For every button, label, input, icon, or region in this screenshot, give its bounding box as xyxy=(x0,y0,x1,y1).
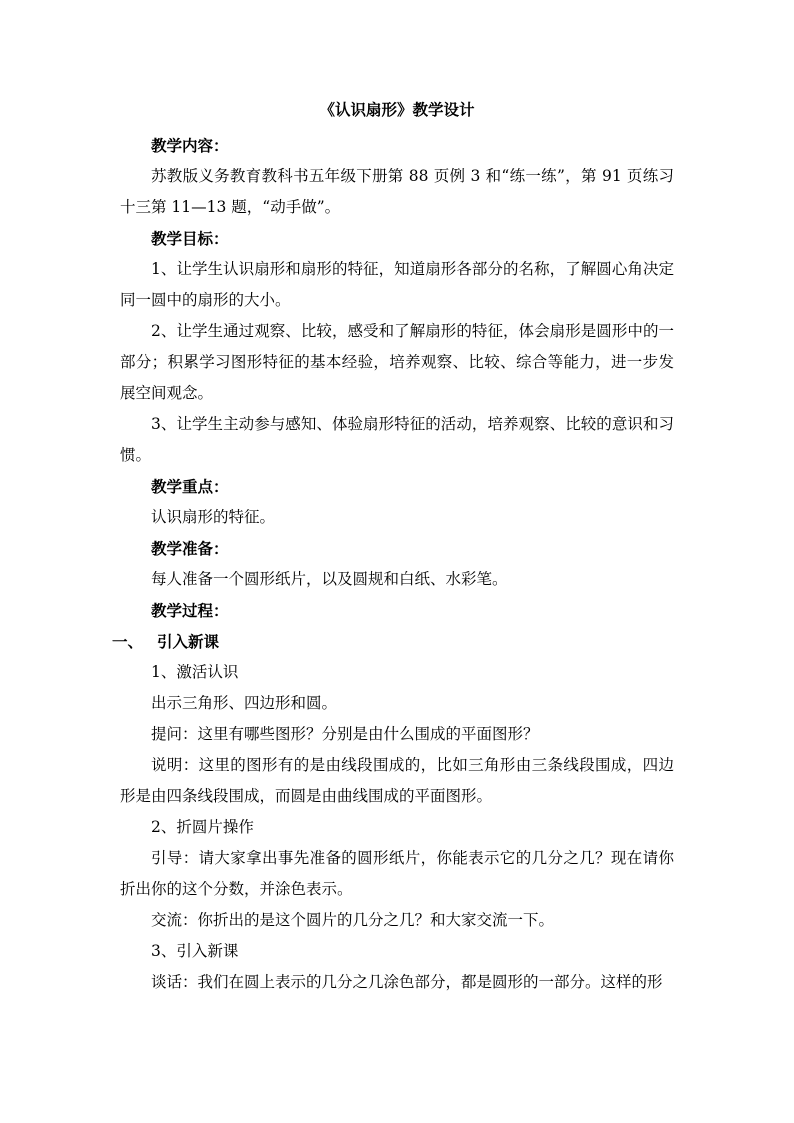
key-points-paragraph: 认识扇形的特征。 xyxy=(151,508,276,526)
step-3-talk-paragraph: 谈话：我们在圆上表示的几分之几涂色部分，都是圆形的一部分。这样的形 xyxy=(151,973,663,991)
step-2-share-paragraph: 交流：你折出的是这个圆片的几分之几？和大家交流一下。 xyxy=(151,911,555,929)
content-paragraph: 苏教版义务教育教科书五年级下册第 88 页例 3 和“练一练”，第 91 页练习十三第 11—13 题，“动手做”。 xyxy=(120,167,674,216)
goals-heading: 教学目标： xyxy=(151,229,229,248)
preparation-heading: 教学准备： xyxy=(151,539,229,558)
goal-1-paragraph: 1、让学生认识扇形和扇形的特征，知道扇形各部分的名称，了解圆心角决定同一圆中的扇形的大小。 xyxy=(120,260,674,309)
preparation-paragraph: 每人准备一个圆形纸片，以及圆规和白纸、水彩笔。 xyxy=(151,570,508,588)
step-3-heading: 3、引入新课 xyxy=(151,942,239,960)
section-1-heading xyxy=(112,626,674,657)
document-body xyxy=(112,130,674,998)
document-title: 《认识扇形》教学设计 xyxy=(319,100,475,119)
goal-2-paragraph: 2、让学生通过观察、比较，感受和了解扇形的特征，体会扇形是圆形中的一部分；积累学习图形特征的基本经验，培养观察、比较、综合等能力，进一步发展空间观念。 xyxy=(120,322,674,402)
goal-3-paragraph: 3、让学生主动参与感知、体验扇形特征的活动，培养观察、比较的意识和习惯。 xyxy=(120,415,674,464)
step-1-explain-paragraph: 说明：这里的图形有的是由线段围成的，比如三角形由三条线段围成，四边形是由四条线段围成，而圆是由曲线围成的平面图形。 xyxy=(120,756,674,805)
step-1-show-paragraph: 出示三角形、四边形和圆。 xyxy=(151,694,338,712)
step-1-ask-paragraph: 提问：这里有哪些图形？分别是由什么围成的平面图形？ xyxy=(151,725,539,743)
section-1-title: 引入新课 xyxy=(157,632,220,651)
step-2-heading: 2、折圆片操作 xyxy=(151,818,254,836)
step-1-heading: 1、激活认识 xyxy=(151,663,239,681)
section-1-number: 一、 xyxy=(112,632,144,651)
step-2-guide-paragraph: 引导：请大家拿出事先准备的圆形纸片，你能表示它的几分之几？现在请你折出你的这个分数，并涂色表示。 xyxy=(120,849,674,898)
process-heading: 教学过程： xyxy=(151,601,229,620)
content-heading: 教学内容： xyxy=(151,136,229,155)
key-points-heading: 教学重点： xyxy=(151,477,229,496)
